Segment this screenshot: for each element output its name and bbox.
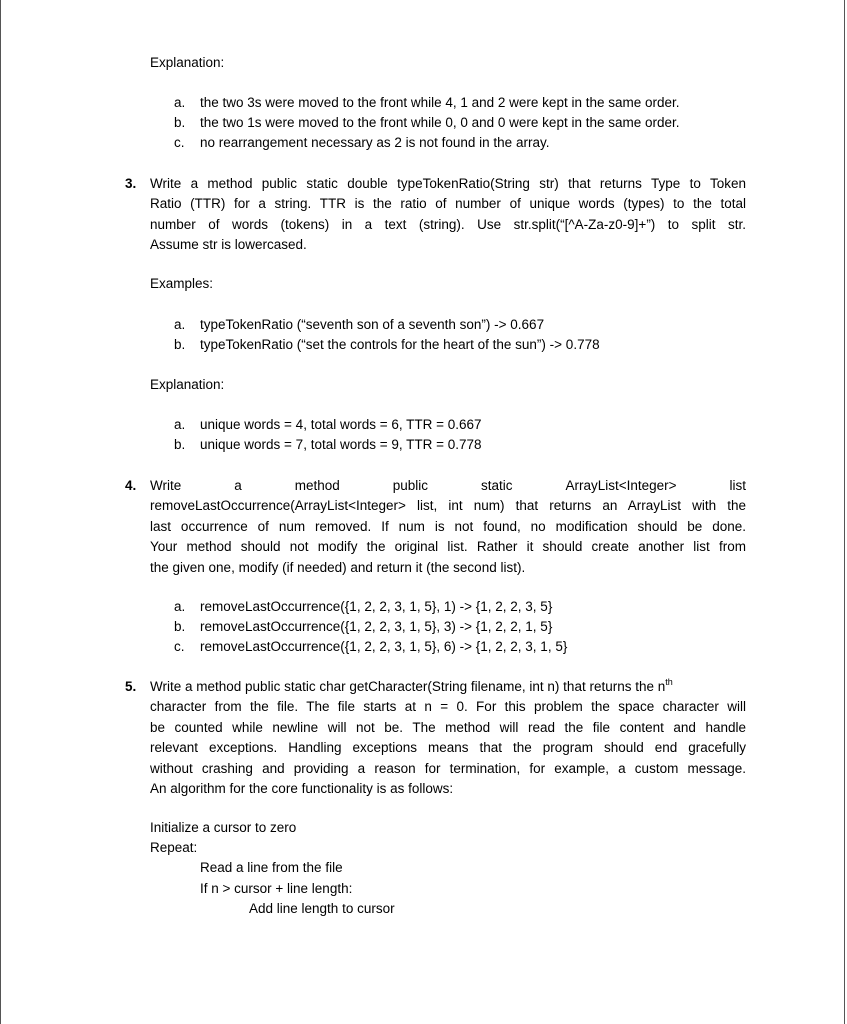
question-4-text: Write a method public static ArrayList<Integer> list removeLastOccurrence(ArrayList<Integer> list, int num) that returns an ArrayList with the last occurrence of num removed. If num is not found, no modification should be done. Your method should not modify the original list. Rather it should create another list from the given one, modify (if needed) and return it (the second list). bbox=[150, 478, 746, 575]
algorithm-line: Add line length to cursor bbox=[249, 901, 395, 916]
examples-label: Examples: bbox=[150, 276, 214, 291]
list-item: a. removeLastOccurrence({1, 2, 2, 3, 1, 5}, 1) -> {1, 2, 2, 3, 5} bbox=[174, 599, 553, 614]
question-number: 4. bbox=[125, 478, 137, 493]
question-3-text: Write a method public static double typeTokenRatio(String str) that returns Type to Token Ratio (TTR) for a string. TTR is the ratio of number of unique words (types) to the total number of words (tokens) in a text (string). Use str.split(“[^A-Za-z0-9]+”) to split str. Assume str is lowercased. bbox=[150, 176, 746, 253]
question-number: 5. bbox=[125, 679, 137, 694]
list-item: b. the two 1s were moved to the front while 0, 0 and 0 were kept in the same order. bbox=[174, 115, 680, 130]
list-item: c. removeLastOccurrence({1, 2, 2, 3, 1, 5}, 6) -> {1, 2, 2, 3, 1, 5} bbox=[174, 639, 568, 654]
list-item: a. typeTokenRatio (“seventh son of a seventh son”) -> 0.667 bbox=[174, 317, 545, 332]
question-number: 3. bbox=[125, 176, 137, 191]
list-item: c. no rearrangement necessary as 2 is not found in the array. bbox=[174, 135, 550, 150]
list-item: a. unique words = 4, total words = 6, TTR = 0.667 bbox=[174, 417, 482, 432]
algorithm-line: Initialize a cursor to zero bbox=[150, 820, 297, 835]
algorithm-line: If n > cursor + line length: bbox=[200, 881, 353, 896]
algorithm-line: Repeat: bbox=[150, 840, 198, 855]
list-item: b. removeLastOccurrence({1, 2, 2, 3, 1, 5}, 3) -> {1, 2, 2, 1, 5} bbox=[174, 619, 553, 634]
algorithm-line: Read a line from the file bbox=[200, 860, 343, 875]
list-item: b. unique words = 7, total words = 9, TTR = 0.778 bbox=[174, 437, 482, 452]
list-item: b. typeTokenRatio (“set the controls for the heart of the sun”) -> 0.778 bbox=[174, 337, 600, 352]
question-5-text: Write a method public static char getCharacter(String filename, int n) that returns the $n^{th}$ character from the file. The file starts at n = 0. For this problem the space character will be counted while newline will not be. The method will read the file content and handle relevant exceptions. Handling exceptions means that the program should end gracefully without crashing and providing a reason for termination, for example, a custom message. An algorithm for the core functionality is as follows: bbox=[150, 677, 746, 796]
list-item: a. the two 3s were moved to the front while 4, 1 and 2 were kept in the same order. bbox=[174, 95, 680, 110]
explanation-label: Explanation: bbox=[150, 377, 225, 392]
explanation-label: Explanation: bbox=[150, 55, 225, 70]
